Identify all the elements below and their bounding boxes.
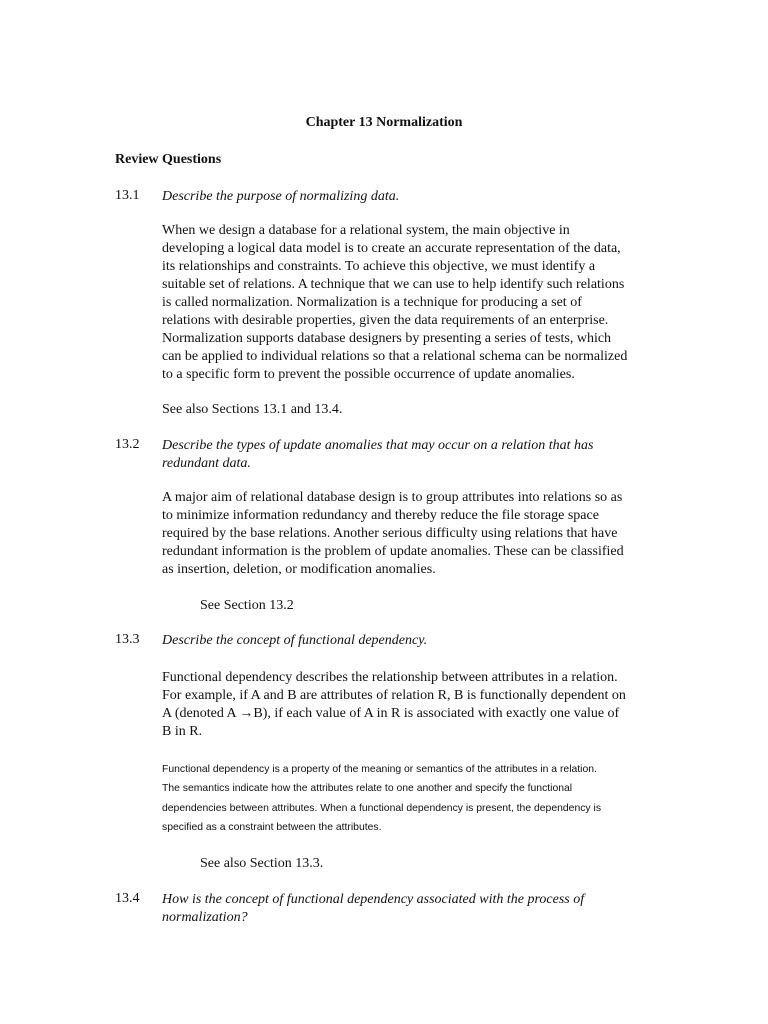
answer-line: Normalization supports database designers by presenting a series of tests, which <box>162 331 612 346</box>
see-also-reference: See also Sections 13.1 and 13.4. <box>162 402 343 417</box>
answer-line: For example, if A and B are attributes of relation R, B is functionally dependent on <box>162 688 626 703</box>
answer-line: developing a logical data model is to create an accurate representation of the data, <box>162 241 621 256</box>
answer-paragraph <box>162 669 662 741</box>
answer-line: its relationships and constraints. To achieve this objective, we must identify a <box>162 259 596 274</box>
answer-line: is called normalization. Normalization is a technique for producing a set of <box>162 295 582 310</box>
answer-line: Functional dependency describes the relationship between attributes in a relation. <box>162 670 618 685</box>
question-line: Describe the types of update anomalies that may occur on a relation that has <box>162 438 594 453</box>
section-heading: Review Questions <box>115 152 222 167</box>
answer-line: relations with desirable properties, given the data requirements of an enterprise. <box>162 313 609 328</box>
answer-line: as insertion, deletion, or modification anomalies. <box>162 562 436 577</box>
note-line: Functional dependency is a property of the meaning or semantics of the attributes in a relation. <box>162 764 597 775</box>
see-also-reference: See Section 13.2 <box>200 598 294 613</box>
question-number: 13.1 <box>115 188 140 203</box>
answer-line: A major aim of relational database design is to group attributes into relations so as <box>162 490 623 505</box>
answer-line: When we design a database for a relational system, the main objective in <box>162 223 570 238</box>
answer-paragraph <box>162 222 662 384</box>
note-line: dependencies between attributes. When a functional dependency is present, the dependency is <box>162 802 602 814</box>
question-line: How is the concept of functional dependency associated with the process of <box>162 892 585 907</box>
answer-line: can be applied to individual relations so that a relational schema can be normalized <box>162 349 628 364</box>
question-text: Describe the concept of functional dependency. <box>162 633 428 648</box>
note-line: The semantics indicate how the attributes relate to one another and specify the functional <box>162 783 573 795</box>
chapter-title: Chapter 13 Normalization <box>305 115 463 130</box>
answer-line: B in R. <box>162 724 203 739</box>
question-line: normalization? <box>162 910 248 925</box>
note-line: specified as a constraint between the attributes. <box>162 822 382 834</box>
question-number: 13.2 <box>115 437 140 452</box>
question-text <box>162 437 642 473</box>
question-number: 13.3 <box>115 632 140 647</box>
answer-line: redundant information is the problem of update anomalies. These can be classified <box>162 544 624 559</box>
question-number: 13.4 <box>115 891 140 906</box>
answer-line: A (denoted A →B), if each value of A in R is associated with exactly one value of <box>162 706 620 721</box>
answer-line: to minimize information redundancy and thereby reduce the file storage space <box>162 508 599 523</box>
see-also-reference: See also Section 13.3. <box>200 856 324 871</box>
note-paragraph <box>162 760 655 838</box>
answer-line: required by the base relations. Another serious difficulty using relations that have <box>162 526 618 541</box>
answer-line: to a specific form to prevent the possible occurrence of update anomalies. <box>162 367 575 382</box>
question-line: redundant data. <box>162 456 251 471</box>
question-text <box>162 891 642 927</box>
answer-paragraph <box>162 489 662 579</box>
answer-line: suitable set of relations. A technique that we can use to help identify such relations <box>162 277 625 292</box>
question-text: Describe the purpose of normalizing data. <box>162 189 400 204</box>
